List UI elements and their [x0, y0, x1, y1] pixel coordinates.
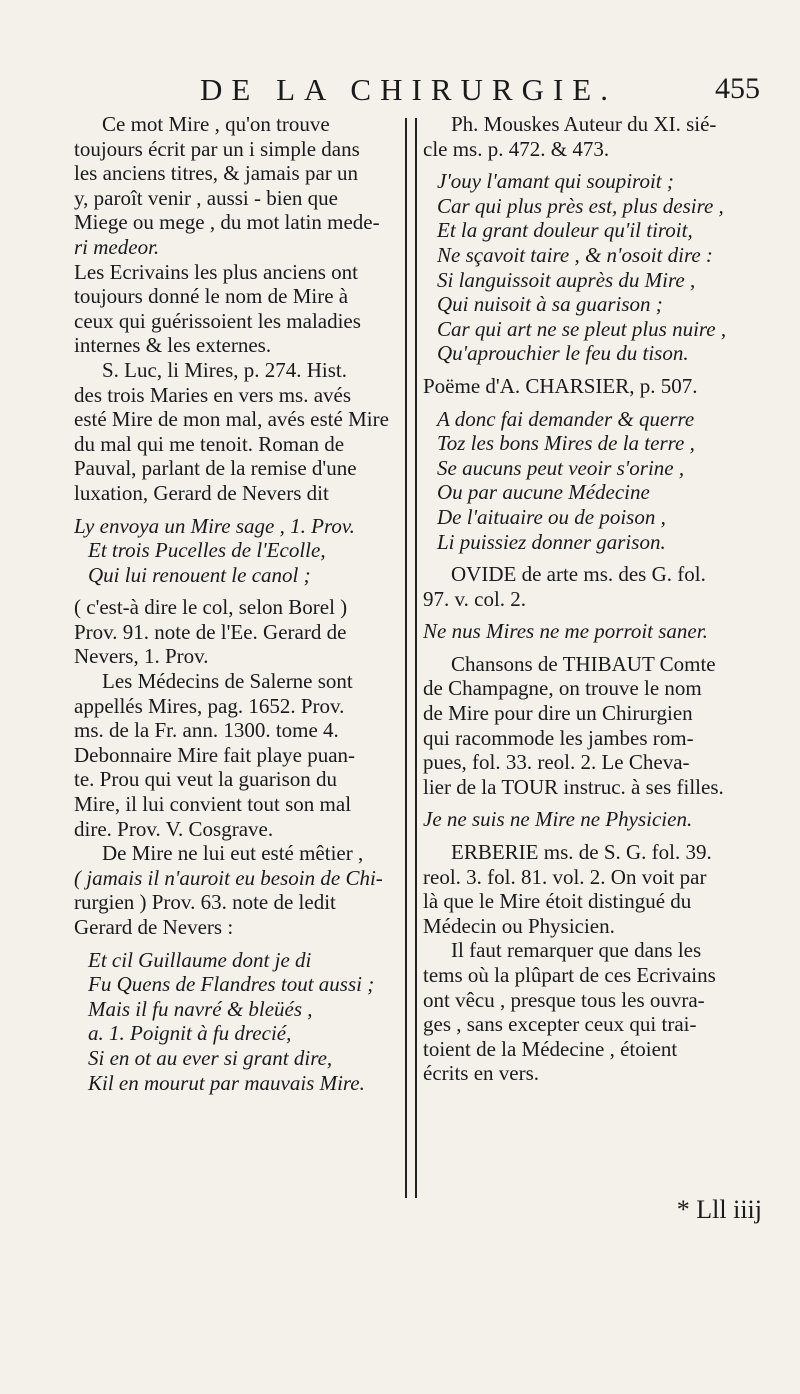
text-line: Ce mot Mire , qu'on trouve [102, 112, 330, 136]
left-column [74, 112, 402, 1095]
text-line: Prov. 91. note de l'Ee. Gerard de [74, 619, 347, 644]
text-line: S. Luc, li Mires, p. 274. Hist. [102, 357, 347, 382]
text-line: Miege ou mege , du mot latin mede- [74, 210, 380, 235]
text-line: de Mire pour dire un Chirurgien [423, 701, 693, 726]
text-line: ms. de la Fr. ann. 1300. tome 4. [74, 718, 339, 743]
verse-line: Kil en mourut par mauvais Mire. [88, 1070, 365, 1095]
text-line: internes & les externes. [74, 333, 272, 358]
text-line: Gerard de Nevers : [74, 915, 234, 939]
text-line: esté Mire de mon mal, avés esté Mire [74, 407, 389, 432]
catchword-signature: * Lll iiij [676, 1195, 762, 1224]
text-line: toujours écrit par un i simple dans [74, 136, 360, 161]
text-line: qui racommode les jambes rom- [423, 725, 694, 750]
text-line: là que le Mire étoit distingué du [423, 889, 692, 914]
text-line: pues, fol. 33. reol. 2. Le Cheva- [423, 750, 690, 775]
text-line: ERBERIE ms. de S. G. fol. 39. [451, 840, 712, 865]
text-line: luxation, Gerard de Nevers dit [74, 480, 329, 505]
verse-line: Et la grant douleur qu'il tiroit, [437, 218, 693, 243]
verse-line: Li puissiez donner garison. [437, 529, 666, 554]
text-line: de Champagne, on trouve le nom [423, 676, 702, 701]
verse-line: Et trois Pucelles de l'Ecolle, [88, 538, 326, 563]
text-line: rurgien ) Prov. 63. note de ledit [74, 890, 336, 915]
verse-line: Si en ot au ever si grant dire, [88, 1045, 333, 1070]
text-line: Pauval, parlant de la remise d'une [74, 456, 357, 481]
text-line: Ph. Mouskes Auteur du XI. sié- [451, 112, 717, 136]
text-line: Debonnaire Mire fait playe puan- [74, 742, 356, 767]
text-line: dire. Prov. V. Cosgrave. [74, 816, 274, 841]
text-line: Les Ecrivains les plus anciens ont [74, 259, 359, 284]
text-line: 97. v. col. 2. [423, 586, 527, 611]
text-line: te. Prou qui veut la guarison du [74, 767, 338, 792]
verse-line: Se aucuns peut veoir s'orine , [437, 455, 685, 480]
text-line: Je ne suis ne Mire ne Physicien. [423, 807, 693, 832]
verse-line: Qui nuisoit à sa guarison ; [437, 292, 663, 317]
text-line: OVIDE de arte ms. des G. fol. [451, 562, 706, 587]
text-line: écrits en vers. [423, 1061, 540, 1086]
verse-line: Qui lui renouent le canol ; [88, 562, 311, 587]
running-title: DE LA CHIRURGIE. [200, 72, 617, 107]
right-column [423, 112, 763, 1086]
verse-line: Car qui plus près est, plus desire , [437, 193, 724, 218]
text-line: reol. 3. fol. 81. vol. 2. On voit par [423, 864, 707, 889]
text-line: du mal qui me tenoit. Roman de [74, 431, 345, 456]
text-line: y, paroît venir , aussi - bien que [74, 185, 338, 210]
column-divider [405, 118, 417, 1198]
text-line: ceux qui guérissoient les maladies [74, 308, 361, 333]
text-line: ri medeor. [74, 234, 160, 259]
text-line: tems où la plûpart de ces Ecrivains [423, 963, 716, 987]
page-number: 455 [715, 72, 760, 105]
text-line: toujours donné le nom de Mire à [74, 284, 349, 309]
text-line: Nevers, 1. Prov. [74, 644, 209, 669]
text-line: ges , sans excepter ceux qui trai- [423, 1012, 697, 1037]
verse-line: a. 1. Poignit à fu drecié, [88, 1021, 292, 1046]
text-line: Chansons de THIBAUT Comte [451, 651, 716, 676]
text-line: appellés Mires, pag. 1652. Prov. [74, 693, 345, 718]
text-line: Ne nus Mires ne me porroit saner. [423, 619, 708, 644]
text-line: des trois Maries en vers ms. avés [74, 382, 352, 407]
text-line: Les Médecins de Salerne sont [102, 669, 353, 694]
text-line: ( jamais il n'auroit eu besoin de Chi- [74, 865, 383, 890]
text-line: De Mire ne lui eut esté mêtier , [102, 841, 364, 866]
verse-line: Et cil Guillaume dont je di [88, 947, 312, 972]
verse-line: Ou par aucune Médecine [437, 480, 650, 505]
text-line: Poëme d'A. CHARSIER, p. 507. [423, 373, 698, 398]
verse-line: De l'aituaire ou de poison , [437, 504, 666, 529]
verse-line: J'ouy l'amant qui soupiroit ; [437, 169, 674, 194]
text-line: lier de la TOUR instruc. à ses filles. [423, 774, 724, 799]
text-line: ( c'est-à dire le col, selon Borel ) [74, 595, 348, 620]
verse-line: Car qui art ne se pleut plus nuire , [437, 316, 727, 341]
verse-line: Ly envoya un Mire sage , 1. Prov. [74, 513, 355, 538]
text-line: Médecin ou Physicien. [423, 913, 615, 938]
text-line: Il faut remarquer que dans les [451, 938, 702, 963]
text-line: toient de la Médecine , étoient [423, 1036, 678, 1061]
verse-line: Fu Quens de Flandres tout aussi ; [88, 972, 375, 997]
verse-line: A donc fai demander & querre [437, 406, 695, 431]
text-line: les anciens titres, & jamais par un [74, 161, 359, 186]
verse-line: Mais il fu navré & bleüés , [88, 996, 313, 1021]
text-line: Mire, il lui convient tout son mal [74, 792, 352, 817]
verse-line: Si languissoit auprès du Mire , [437, 267, 696, 292]
text-line: ont vêcu , presque tous les ouvra- [423, 987, 705, 1012]
verse-line: Qu'aprouchier le feu du tison. [437, 341, 689, 366]
running-header [60, 72, 760, 112]
verse-line: Ne sçavoit taire , & n'osoit dire : [437, 242, 713, 267]
verse-line: Toz les bons Mires de la terre , [437, 431, 695, 456]
text-line: cle ms. p. 472. & 473. [423, 136, 610, 161]
